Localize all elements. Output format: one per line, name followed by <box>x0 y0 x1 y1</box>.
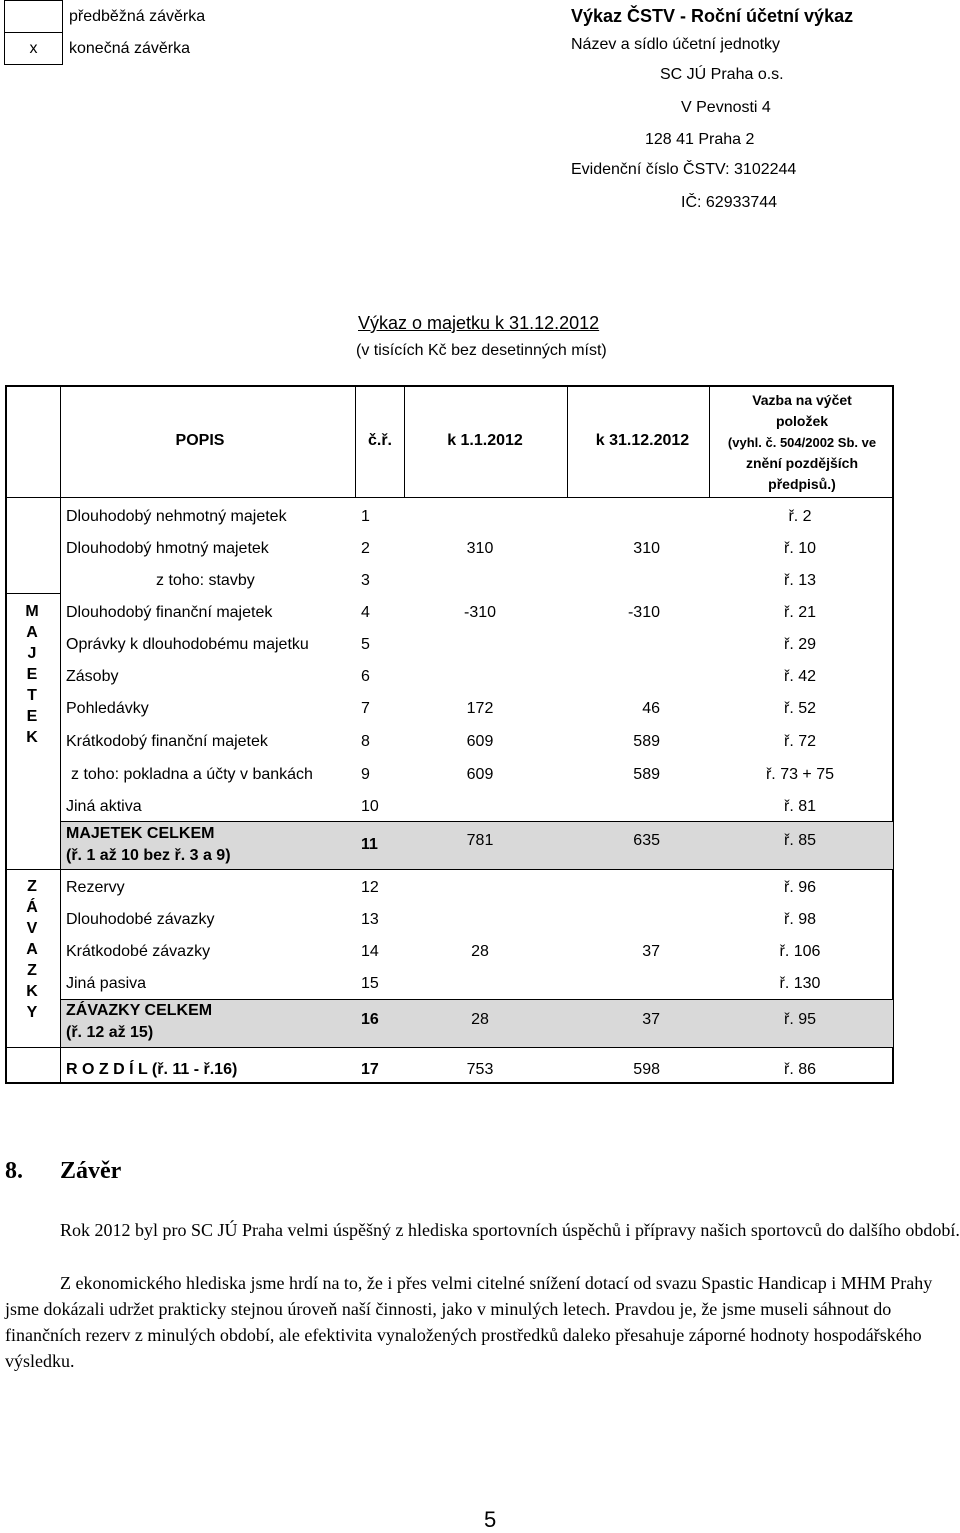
row-reference: ř. 73 + 75 <box>765 766 835 783</box>
table-row <box>0 726 960 758</box>
table-row <box>0 597 960 629</box>
entity-name: SC JÚ Praha o.s. <box>660 66 784 83</box>
closing-type-checkboxes <box>4 0 207 65</box>
majetek-total-row <box>0 829 960 861</box>
zavazky-total-row <box>0 1004 960 1036</box>
row-name: Pohledávky <box>66 700 149 717</box>
row-start-value: 310 <box>466 540 494 557</box>
vazba-line: předpisů.) <box>768 476 836 492</box>
row-number: 13 <box>361 911 379 928</box>
rozdil-row <box>0 1054 960 1086</box>
row-number: 1 <box>361 508 370 525</box>
report-header-title: Výkaz ČSTV - Roční účetní výkaz <box>571 6 854 26</box>
row-number: 8 <box>361 733 370 750</box>
row-name: Dlouhodobý nehmotný majetek <box>66 508 287 525</box>
entity-city: 128 41 Praha 2 <box>645 131 755 148</box>
row-number: 7 <box>361 700 370 717</box>
table-row <box>0 872 960 904</box>
final-checkbox[interactable]: x <box>5 33 63 65</box>
table-row <box>0 629 960 661</box>
zavazky-total-label: ZÁVAZKY CELKEM (ř. 12 až 15) <box>66 1002 213 1041</box>
row-start-value: 28 <box>471 1011 489 1028</box>
row-reference: ř. 29 <box>783 636 816 653</box>
col-popis: POPIS <box>175 432 225 449</box>
entity-ic: IČ: 62933744 <box>681 194 778 211</box>
row-number: 5 <box>361 636 370 653</box>
table-row <box>0 904 960 936</box>
col-end-date: k 31.12.2012 <box>595 432 690 449</box>
table-row <box>0 968 960 1000</box>
row-reference: ř. 106 <box>779 943 821 960</box>
row-start-value: 609 <box>466 766 494 783</box>
row-reference: ř. 96 <box>783 879 816 896</box>
row-number: 12 <box>361 879 379 896</box>
table-row <box>0 759 960 791</box>
zavazky-vertical-label: Z Á V A Z K Y <box>26 878 38 1021</box>
entity-evidence-number: Evidenční číslo ČSTV: 3102244 <box>571 161 797 178</box>
row-end-value: 46 <box>642 700 660 717</box>
row-number: 16 <box>361 1011 379 1028</box>
section-number: 8. <box>5 1158 23 1184</box>
row-reference: ř. 130 <box>779 975 821 992</box>
row-reference: ř. 95 <box>783 1011 816 1028</box>
row-name: Krátkodobý finanční majetek <box>66 733 268 750</box>
row-start-value: 172 <box>466 700 494 717</box>
row-reference: ř. 21 <box>783 604 816 621</box>
col-row-number: č.ř. <box>367 432 392 449</box>
row-start-value: 609 <box>466 733 494 750</box>
row-end-value: -310 <box>627 604 660 621</box>
row-reference: ř. 10 <box>783 540 816 557</box>
row-start-value: 28 <box>471 943 489 960</box>
row-end-value: 37 <box>642 1011 660 1028</box>
col-vazba <box>712 390 892 495</box>
table-row <box>0 791 960 823</box>
row-name: Oprávky k dlouhodobému majetku <box>66 636 309 653</box>
table-row <box>0 565 960 597</box>
row-start-value: -310 <box>463 604 497 621</box>
row-number: 6 <box>361 668 370 685</box>
majetek-vertical-label: M A J E T E K <box>25 603 39 746</box>
row-number: 3 <box>361 572 370 589</box>
vazba-line: znění pozdějších <box>745 455 858 471</box>
preliminary-checkbox[interactable] <box>5 1 63 33</box>
row-number: 4 <box>361 604 370 621</box>
conclusion-paragraph: Z ekonomického hlediska jsme hrdí na to, že i přes velmi citelné snížení dotací od svazu Spastic Handicap i MHM Prahy jsme dokázali udržet prakticky stejnou úroveň naší činnosti, jako v minulých letech. Pravdou je, že jsme museli sáhnout do finančních rezerv z minulých období, ale efektivita vynaložených prostředků daleko přesahuje záporné hodnoty hospodářského výsledku. <box>5 1273 933 1371</box>
row-number: 9 <box>361 766 370 783</box>
preliminary-label: předběžná závěrka <box>69 7 206 25</box>
row-reference: ř. 86 <box>783 1061 816 1078</box>
row-reference: ř. 52 <box>783 700 816 717</box>
table-row <box>0 661 960 693</box>
majetek-total-label: MAJETEK CELKEM (ř. 1 až 10 bez ř. 3 a 9) <box>66 825 231 864</box>
row-end-value: 37 <box>642 943 660 960</box>
vazba-line: položek <box>775 413 829 429</box>
row-reference: ř. 81 <box>783 798 816 815</box>
row-reference: ř. 42 <box>783 668 816 685</box>
row-reference: ř. 98 <box>783 911 816 928</box>
table-row <box>0 693 960 725</box>
page-number: 5 <box>484 1507 497 1532</box>
conclusion-paragraph: Rok 2012 byl pro SC JÚ Praha velmi úspěšný z hlediska sportovních úspěchů i přípravy našich sportovců do dalšího období. <box>60 1220 960 1240</box>
entity-street: V Pevnosti 4 <box>681 99 771 116</box>
row-reference: ř. 85 <box>783 832 816 849</box>
row-number: 10 <box>361 798 379 815</box>
final-label: konečná závěrka <box>69 39 190 57</box>
row-name: Krátkodobé závazky <box>66 943 211 960</box>
row-number: 11 <box>361 836 378 853</box>
row-name: Rezervy <box>66 879 125 896</box>
table-row <box>0 501 960 533</box>
col-start-date: k 1.1.2012 <box>447 432 523 449</box>
row-name: z toho: stavby <box>156 572 255 589</box>
row-end-value: 589 <box>633 766 660 783</box>
row-reference: ř. 13 <box>783 572 816 589</box>
row-number: 14 <box>361 943 379 960</box>
row-start-value: 781 <box>466 832 494 849</box>
vazba-line: (vyhl. č. 504/2002 Sb. ve <box>727 435 877 450</box>
row-name: Dlouhodobý finanční majetek <box>66 604 273 621</box>
row-reference: ř. 72 <box>783 733 816 750</box>
vazba-line: Vazba na výčet <box>752 392 852 408</box>
row-name: Zásoby <box>66 668 119 685</box>
row-start-value: 753 <box>466 1061 494 1078</box>
table-row <box>0 533 960 565</box>
row-name: R O Z D Í L (ř. 11 - ř.16) <box>66 1061 238 1078</box>
row-name: Dlouhodobý hmotný majetek <box>66 540 269 557</box>
row-name: Dlouhodobé závazky <box>66 911 215 928</box>
report-title: Výkaz o majetku k 31.12.2012 <box>358 313 600 333</box>
row-number: 2 <box>361 540 370 557</box>
row-end-value: 635 <box>633 832 660 849</box>
row-number: 15 <box>361 975 379 992</box>
row-reference: ř. 2 <box>788 508 812 525</box>
row-end-value: 310 <box>633 540 660 557</box>
entity-caption: Název a sídlo účetní jednotky <box>571 36 781 53</box>
row-name: z toho: pokladna a účty v bankách <box>71 766 313 783</box>
row-number: 17 <box>361 1061 379 1078</box>
report-subtitle: (v tisících Kč bez desetinných míst) <box>356 342 607 359</box>
row-end-value: 598 <box>633 1061 660 1078</box>
row-name: Jiná pasiva <box>66 975 147 992</box>
section-title: Závěr <box>60 1158 122 1184</box>
row-end-value: 589 <box>633 733 660 750</box>
row-name: Jiná aktiva <box>66 798 142 815</box>
table-row <box>0 936 960 968</box>
